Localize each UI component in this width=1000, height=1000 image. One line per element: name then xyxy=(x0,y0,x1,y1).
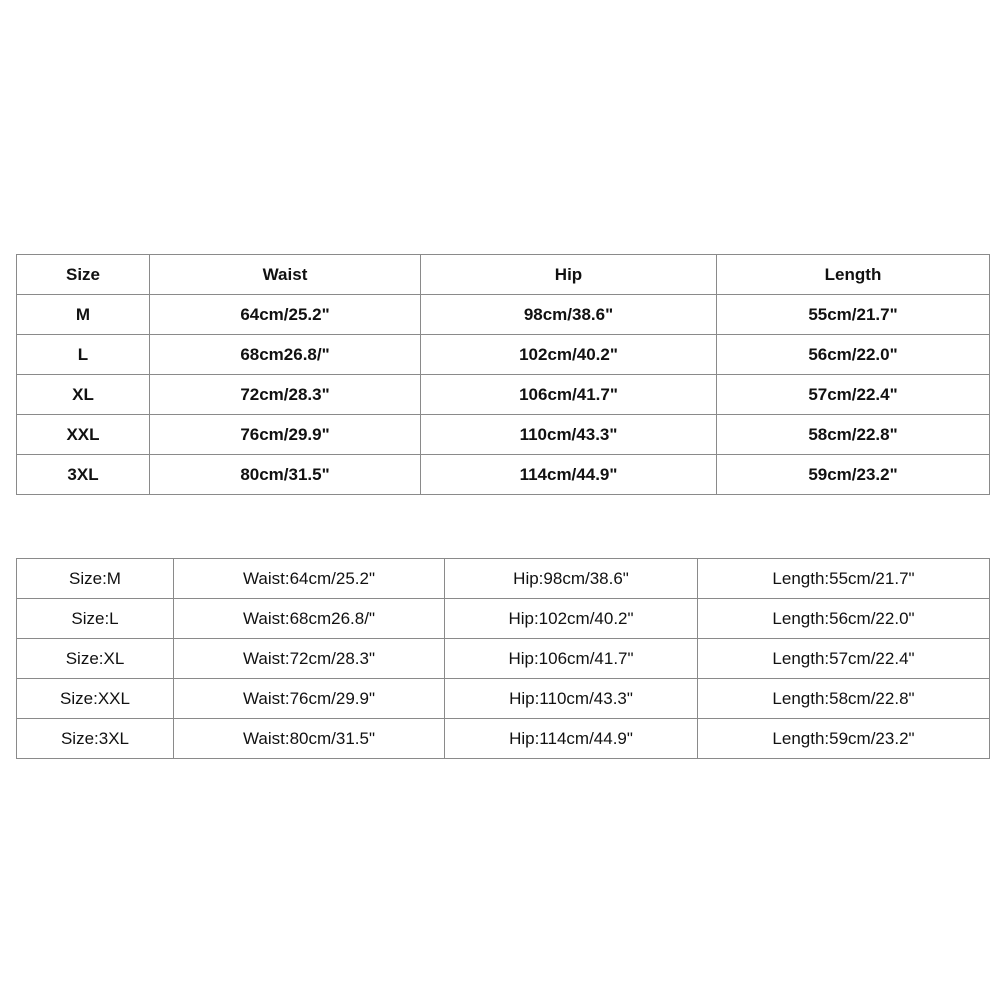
table-header-row xyxy=(17,255,990,295)
table-row xyxy=(17,599,990,639)
cell-size: Size:XL xyxy=(17,639,174,679)
cell-waist: Waist:68cm26.8/" xyxy=(174,599,445,639)
table-row xyxy=(17,375,990,415)
cell-hip: 114cm/44.9" xyxy=(421,455,717,495)
cell-hip: Hip:106cm/41.7" xyxy=(445,639,698,679)
table-row xyxy=(17,335,990,375)
table-row xyxy=(17,719,990,759)
size-chart-table-header-style xyxy=(16,254,990,495)
table-row xyxy=(17,679,990,719)
cell-length: Length:58cm/22.8" xyxy=(698,679,990,719)
cell-size: Size:XXL xyxy=(17,679,174,719)
cell-length: 59cm/23.2" xyxy=(717,455,990,495)
cell-length: 55cm/21.7" xyxy=(717,295,990,335)
cell-length: Length:59cm/23.2" xyxy=(698,719,990,759)
cell-size: M xyxy=(17,295,150,335)
cell-hip: 110cm/43.3" xyxy=(421,415,717,455)
cell-length: Length:57cm/22.4" xyxy=(698,639,990,679)
cell-hip: Hip:110cm/43.3" xyxy=(445,679,698,719)
cell-length: 58cm/22.8" xyxy=(717,415,990,455)
cell-size: Size:L xyxy=(17,599,174,639)
cell-hip: Hip:114cm/44.9" xyxy=(445,719,698,759)
header-size: Size xyxy=(17,255,150,295)
cell-waist: Waist:80cm/31.5" xyxy=(174,719,445,759)
cell-size: Size:M xyxy=(17,559,174,599)
cell-size: 3XL xyxy=(17,455,150,495)
table-row xyxy=(17,559,990,599)
header-waist: Waist xyxy=(150,255,421,295)
cell-size: XXL xyxy=(17,415,150,455)
size-chart-table-labeled-style xyxy=(16,558,990,759)
cell-size: XL xyxy=(17,375,150,415)
cell-waist: Waist:72cm/28.3" xyxy=(174,639,445,679)
cell-waist: 72cm/28.3" xyxy=(150,375,421,415)
cell-waist: 76cm/29.9" xyxy=(150,415,421,455)
cell-length: Length:56cm/22.0" xyxy=(698,599,990,639)
cell-size: Size:3XL xyxy=(17,719,174,759)
cell-length: Length:55cm/21.7" xyxy=(698,559,990,599)
cell-waist: 80cm/31.5" xyxy=(150,455,421,495)
cell-waist: Waist:64cm/25.2" xyxy=(174,559,445,599)
cell-hip: 102cm/40.2" xyxy=(421,335,717,375)
header-hip: Hip xyxy=(421,255,717,295)
table-row xyxy=(17,455,990,495)
header-length: Length xyxy=(717,255,990,295)
cell-hip: 106cm/41.7" xyxy=(421,375,717,415)
cell-waist: 68cm26.8/" xyxy=(150,335,421,375)
cell-hip: Hip:102cm/40.2" xyxy=(445,599,698,639)
cell-waist: 64cm/25.2" xyxy=(150,295,421,335)
table-row xyxy=(17,415,990,455)
cell-hip: 98cm/38.6" xyxy=(421,295,717,335)
table-row xyxy=(17,639,990,679)
table-row xyxy=(17,295,990,335)
cell-length: 56cm/22.0" xyxy=(717,335,990,375)
cell-waist: Waist:76cm/29.9" xyxy=(174,679,445,719)
cell-size: L xyxy=(17,335,150,375)
cell-length: 57cm/22.4" xyxy=(717,375,990,415)
cell-hip: Hip:98cm/38.6" xyxy=(445,559,698,599)
